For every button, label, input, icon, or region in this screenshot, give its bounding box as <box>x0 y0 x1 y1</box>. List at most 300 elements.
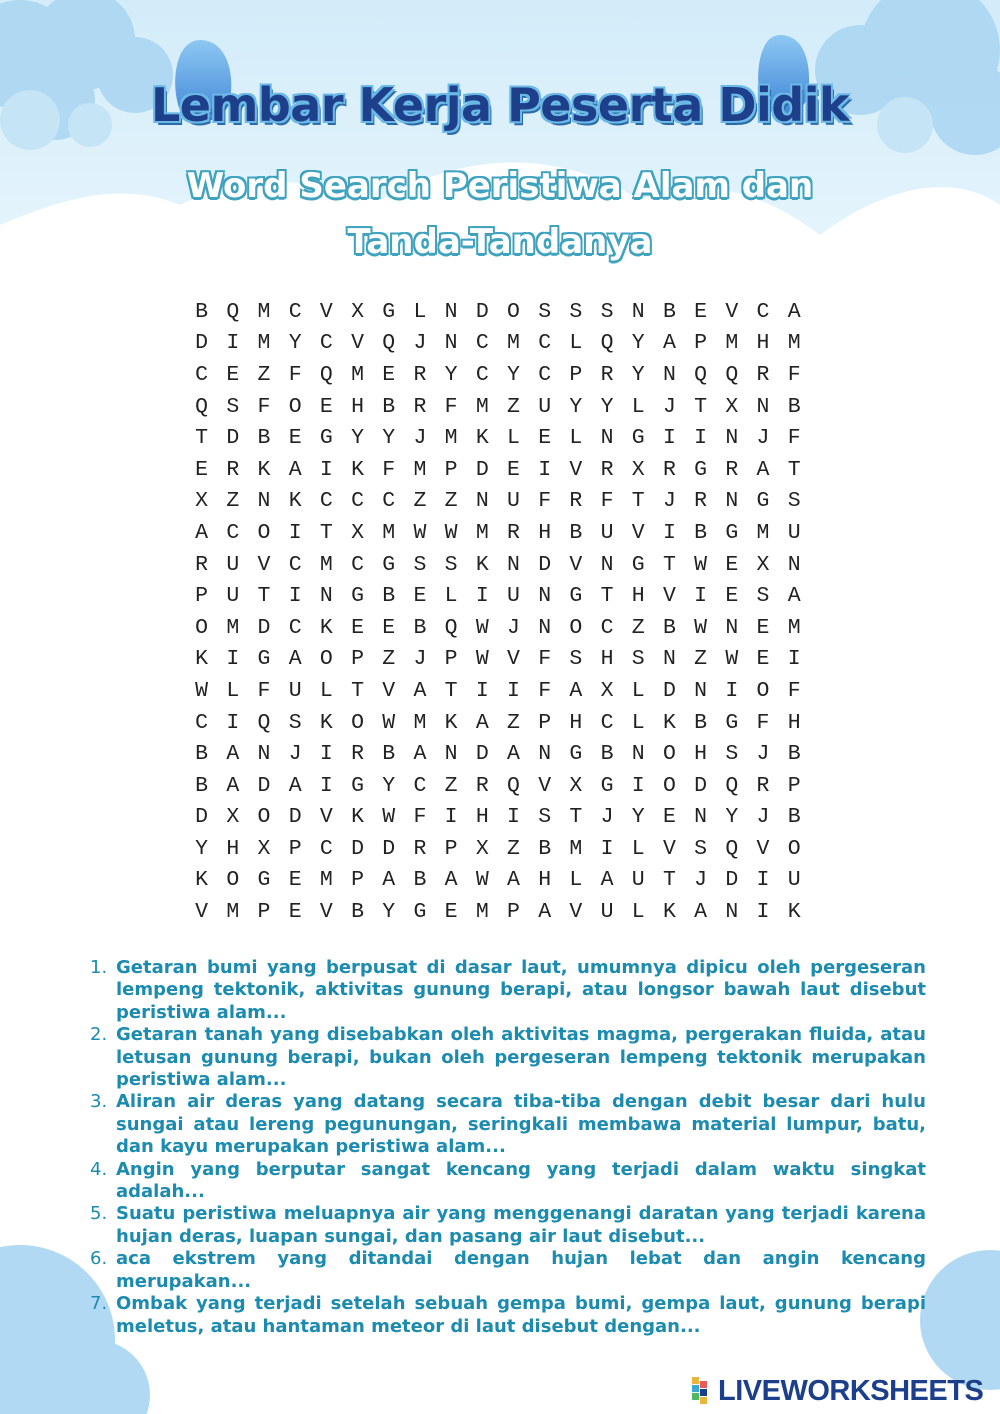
grid-letter[interactable]: R <box>756 362 770 387</box>
grid-letter[interactable]: A <box>288 647 302 672</box>
grid-letter[interactable]: Z <box>694 647 708 672</box>
grid-letter[interactable]: X <box>226 805 240 830</box>
grid-letter[interactable]: K <box>444 710 458 735</box>
grid-letter[interactable]: K <box>288 489 302 514</box>
grid-letter[interactable]: M <box>507 331 520 356</box>
grid-letter[interactable]: T <box>569 805 583 830</box>
grid-letter[interactable]: C <box>600 710 614 735</box>
grid-letter[interactable]: H <box>351 394 364 419</box>
grid-letter[interactable]: X <box>756 552 770 577</box>
grid-letter[interactable]: R <box>507 520 520 545</box>
grid-letter[interactable]: E <box>538 426 552 451</box>
grid-letter[interactable]: N <box>507 552 520 577</box>
grid-letter[interactable]: S <box>444 552 458 577</box>
grid-letter[interactable]: C <box>195 710 209 735</box>
grid-letter[interactable]: C <box>351 489 364 514</box>
grid-letter[interactable]: K <box>662 710 676 735</box>
grid-letter[interactable]: M <box>382 520 396 545</box>
grid-letter[interactable]: F <box>787 678 801 703</box>
grid-letter[interactable]: M <box>413 710 427 735</box>
grid-letter[interactable]: M <box>257 331 271 356</box>
grid-letter[interactable]: A <box>787 584 801 609</box>
grid-letter[interactable]: Y <box>631 331 645 356</box>
grid-letter[interactable]: A <box>662 331 676 356</box>
grid-letter[interactable]: G <box>319 426 333 451</box>
grid-letter[interactable]: A <box>507 868 520 893</box>
grid-letter[interactable]: N <box>319 584 333 609</box>
grid-letter[interactable]: O <box>507 299 520 324</box>
grid-letter[interactable]: I <box>662 520 676 545</box>
grid-letter[interactable]: D <box>725 868 739 893</box>
grid-letter[interactable]: L <box>319 678 333 703</box>
grid-letter[interactable]: I <box>694 426 708 451</box>
grid-letter[interactable]: I <box>787 647 801 672</box>
grid-letter[interactable]: X <box>600 678 614 703</box>
grid-letter[interactable]: D <box>257 615 271 640</box>
grid-letter[interactable]: R <box>569 489 583 514</box>
grid-letter[interactable]: N <box>444 299 458 324</box>
grid-letter[interactable]: K <box>787 900 801 925</box>
grid-letter[interactable]: E <box>725 552 739 577</box>
grid-letter[interactable]: Z <box>382 647 396 672</box>
grid-letter[interactable]: H <box>600 647 614 672</box>
grid-letter[interactable]: F <box>382 457 396 482</box>
grid-letter[interactable]: F <box>538 647 552 672</box>
grid-letter[interactable]: P <box>538 710 552 735</box>
grid-letter[interactable]: C <box>538 362 552 387</box>
grid-letter[interactable]: N <box>600 426 614 451</box>
grid-letter[interactable]: S <box>288 710 302 735</box>
grid-letter[interactable]: N <box>662 362 676 387</box>
grid-letter[interactable]: G <box>257 868 271 893</box>
grid-letter[interactable]: F <box>538 678 552 703</box>
grid-letter[interactable]: K <box>351 457 364 482</box>
grid-letter[interactable]: R <box>756 773 770 798</box>
grid-letter[interactable]: T <box>257 584 271 609</box>
grid-letter[interactable]: U <box>507 584 520 609</box>
grid-letter[interactable]: N <box>725 489 739 514</box>
grid-letter[interactable]: H <box>538 868 552 893</box>
grid-letter[interactable]: L <box>569 331 583 356</box>
grid-letter[interactable]: B <box>413 615 427 640</box>
grid-letter[interactable]: Y <box>382 773 396 798</box>
grid-letter[interactable]: Y <box>631 362 645 387</box>
grid-letter[interactable]: M <box>351 362 364 387</box>
grid-letter[interactable]: C <box>475 331 489 356</box>
grid-letter[interactable]: A <box>288 457 302 482</box>
grid-letter[interactable]: P <box>444 836 458 861</box>
grid-letter[interactable]: I <box>507 805 520 830</box>
grid-letter[interactable]: A <box>538 900 552 925</box>
grid-letter[interactable]: I <box>226 331 240 356</box>
grid-letter[interactable]: R <box>662 457 676 482</box>
grid-letter[interactable]: E <box>226 362 240 387</box>
grid-letter[interactable]: I <box>319 742 333 767</box>
grid-letter[interactable]: M <box>475 900 489 925</box>
grid-letter[interactable]: V <box>631 520 645 545</box>
grid-letter[interactable]: Q <box>444 615 458 640</box>
grid-letter[interactable]: K <box>319 615 333 640</box>
grid-letter[interactable]: X <box>631 457 645 482</box>
grid-letter[interactable]: N <box>444 331 458 356</box>
grid-letter[interactable]: P <box>195 584 209 609</box>
grid-letter[interactable]: R <box>413 394 427 419</box>
grid-letter[interactable]: L <box>631 710 645 735</box>
grid-letter[interactable]: B <box>662 299 676 324</box>
grid-letter[interactable]: I <box>288 520 302 545</box>
grid-letter[interactable]: N <box>475 489 489 514</box>
grid-letter[interactable]: W <box>413 520 427 545</box>
grid-letter[interactable]: E <box>288 900 302 925</box>
grid-letter[interactable]: M <box>475 520 489 545</box>
grid-letter[interactable]: M <box>226 615 240 640</box>
grid-letter[interactable]: F <box>787 362 801 387</box>
grid-letter[interactable]: T <box>600 584 614 609</box>
grid-letter[interactable]: V <box>319 900 333 925</box>
grid-letter[interactable]: R <box>694 489 708 514</box>
grid-letter[interactable]: G <box>569 742 583 767</box>
grid-letter[interactable]: C <box>600 615 614 640</box>
grid-letter[interactable]: N <box>725 615 739 640</box>
grid-letter[interactable]: X <box>569 773 583 798</box>
grid-letter[interactable]: S <box>631 647 645 672</box>
grid-letter[interactable]: N <box>662 647 676 672</box>
grid-letter[interactable]: L <box>444 584 458 609</box>
grid-letter[interactable]: Y <box>631 805 645 830</box>
grid-letter[interactable]: U <box>226 552 240 577</box>
grid-letter[interactable]: R <box>475 773 489 798</box>
grid-letter[interactable]: B <box>787 394 801 419</box>
grid-letter[interactable]: A <box>787 299 801 324</box>
grid-letter[interactable]: Q <box>694 362 708 387</box>
grid-letter[interactable]: L <box>226 678 240 703</box>
grid-letter[interactable]: I <box>475 584 489 609</box>
grid-letter[interactable]: I <box>631 773 645 798</box>
grid-letter[interactable]: U <box>787 868 801 893</box>
grid-letter[interactable]: J <box>413 426 427 451</box>
grid-letter[interactable]: R <box>195 552 209 577</box>
grid-letter[interactable]: Q <box>725 362 739 387</box>
grid-letter[interactable]: K <box>662 900 676 925</box>
grid-letter[interactable]: P <box>257 900 271 925</box>
grid-letter[interactable]: S <box>725 742 739 767</box>
grid-letter[interactable]: F <box>257 678 271 703</box>
grid-letter[interactable]: X <box>475 836 489 861</box>
grid-letter[interactable]: N <box>694 678 708 703</box>
grid-letter[interactable]: O <box>569 615 583 640</box>
grid-letter[interactable]: Z <box>257 362 271 387</box>
grid-letter[interactable]: P <box>694 331 708 356</box>
grid-letter[interactable]: N <box>257 489 271 514</box>
grid-letter[interactable]: U <box>600 900 614 925</box>
grid-letter[interactable]: M <box>475 394 489 419</box>
grid-letter[interactable]: L <box>569 426 583 451</box>
grid-letter[interactable]: N <box>538 615 552 640</box>
grid-letter[interactable]: P <box>787 773 801 798</box>
grid-letter[interactable]: G <box>569 584 583 609</box>
grid-letter[interactable]: A <box>600 868 614 893</box>
grid-letter[interactable]: N <box>600 552 614 577</box>
grid-letter[interactable]: A <box>226 773 240 798</box>
grid-letter[interactable]: D <box>288 805 302 830</box>
grid-letter[interactable]: M <box>413 457 427 482</box>
grid-letter[interactable]: Y <box>600 394 614 419</box>
grid-letter[interactable]: C <box>226 520 240 545</box>
grid-letter[interactable]: R <box>413 836 427 861</box>
grid-letter[interactable]: O <box>351 710 364 735</box>
grid-letter[interactable]: O <box>257 805 271 830</box>
grid-letter[interactable]: K <box>475 552 489 577</box>
grid-letter[interactable]: I <box>507 678 520 703</box>
grid-letter[interactable]: J <box>413 331 427 356</box>
grid-letter[interactable]: B <box>538 836 552 861</box>
grid-letter[interactable]: J <box>756 805 770 830</box>
grid-letter[interactable]: N <box>694 805 708 830</box>
grid-letter[interactable]: K <box>319 710 333 735</box>
grid-letter[interactable]: X <box>351 299 364 324</box>
grid-letter[interactable]: B <box>694 710 708 735</box>
grid-letter[interactable]: L <box>569 868 583 893</box>
grid-letter[interactable]: V <box>569 457 583 482</box>
grid-letter[interactable]: I <box>662 426 676 451</box>
grid-letter[interactable]: F <box>756 710 770 735</box>
grid-letter[interactable]: T <box>444 678 458 703</box>
grid-letter[interactable]: T <box>351 678 364 703</box>
grid-letter[interactable]: D <box>257 773 271 798</box>
grid-letter[interactable]: N <box>444 742 458 767</box>
grid-letter[interactable]: A <box>756 457 770 482</box>
grid-letter[interactable]: E <box>662 805 676 830</box>
grid-letter[interactable]: F <box>413 805 427 830</box>
grid-letter[interactable]: U <box>507 489 520 514</box>
grid-letter[interactable]: C <box>288 615 302 640</box>
grid-letter[interactable]: I <box>600 836 614 861</box>
grid-letter[interactable]: B <box>382 584 396 609</box>
grid-letter[interactable]: A <box>569 678 583 703</box>
grid-letter[interactable]: V <box>257 552 271 577</box>
grid-letter[interactable]: O <box>226 868 240 893</box>
grid-letter[interactable]: S <box>694 836 708 861</box>
grid-letter[interactable]: M <box>756 520 770 545</box>
grid-letter[interactable]: S <box>787 489 801 514</box>
grid-letter[interactable]: O <box>756 678 770 703</box>
grid-letter[interactable]: V <box>319 805 333 830</box>
grid-letter[interactable]: R <box>725 457 739 482</box>
grid-letter[interactable]: G <box>257 647 271 672</box>
grid-letter[interactable]: I <box>756 900 770 925</box>
grid-letter[interactable]: E <box>195 457 209 482</box>
grid-letter[interactable]: Q <box>507 773 520 798</box>
grid-letter[interactable]: I <box>756 868 770 893</box>
grid-letter[interactable]: A <box>288 773 302 798</box>
grid-letter[interactable]: Q <box>319 362 333 387</box>
grid-letter[interactable]: Y <box>569 394 583 419</box>
grid-letter[interactable]: A <box>195 520 209 545</box>
grid-letter[interactable]: F <box>600 489 614 514</box>
grid-letter[interactable]: Y <box>288 331 302 356</box>
grid-letter[interactable]: D <box>351 836 364 861</box>
grid-letter[interactable]: W <box>475 615 489 640</box>
grid-letter[interactable]: T <box>662 868 676 893</box>
grid-letter[interactable]: F <box>787 426 801 451</box>
grid-letter[interactable]: L <box>507 426 520 451</box>
grid-letter[interactable]: E <box>319 394 333 419</box>
grid-letter[interactable]: T <box>319 520 333 545</box>
grid-letter[interactable]: B <box>569 520 583 545</box>
grid-letter[interactable]: E <box>413 584 427 609</box>
grid-letter[interactable]: C <box>319 836 333 861</box>
grid-letter[interactable]: Z <box>507 394 520 419</box>
grid-letter[interactable]: G <box>756 489 770 514</box>
grid-letter[interactable]: Q <box>195 394 209 419</box>
grid-letter[interactable]: Z <box>631 615 645 640</box>
grid-letter[interactable]: S <box>538 299 552 324</box>
grid-letter[interactable]: T <box>662 552 676 577</box>
grid-letter[interactable]: V <box>507 647 520 672</box>
grid-letter[interactable]: G <box>725 710 739 735</box>
grid-letter[interactable]: E <box>756 615 770 640</box>
grid-letter[interactable]: Z <box>507 836 520 861</box>
grid-letter[interactable]: P <box>569 362 583 387</box>
grid-letter[interactable]: R <box>600 457 614 482</box>
grid-letter[interactable]: L <box>631 900 645 925</box>
grid-letter[interactable]: W <box>475 647 489 672</box>
grid-letter[interactable]: D <box>195 331 209 356</box>
grid-letter[interactable]: A <box>413 678 427 703</box>
grid-letter[interactable]: Y <box>382 426 396 451</box>
grid-letter[interactable]: B <box>787 805 801 830</box>
grid-letter[interactable]: M <box>725 331 739 356</box>
grid-letter[interactable]: E <box>507 457 520 482</box>
grid-letter[interactable]: A <box>475 710 489 735</box>
grid-letter[interactable]: H <box>756 331 770 356</box>
grid-letter[interactable]: U <box>288 678 302 703</box>
grid-letter[interactable]: J <box>756 426 770 451</box>
grid-letter[interactable]: P <box>288 836 302 861</box>
grid-letter[interactable]: N <box>725 426 739 451</box>
grid-letter[interactable]: I <box>226 710 240 735</box>
grid-letter[interactable]: Q <box>257 710 271 735</box>
grid-letter[interactable]: C <box>288 552 302 577</box>
grid-letter[interactable]: B <box>787 742 801 767</box>
grid-letter[interactable]: Q <box>382 331 396 356</box>
grid-letter[interactable]: I <box>319 457 333 482</box>
grid-letter[interactable]: B <box>257 426 271 451</box>
grid-letter[interactable]: K <box>195 868 209 893</box>
grid-letter[interactable]: V <box>351 331 364 356</box>
grid-letter[interactable]: B <box>694 520 708 545</box>
grid-letter[interactable]: H <box>631 584 645 609</box>
grid-letter[interactable]: S <box>756 584 770 609</box>
grid-letter[interactable]: G <box>694 457 708 482</box>
grid-letter[interactable]: Y <box>444 362 458 387</box>
grid-letter[interactable]: S <box>538 805 552 830</box>
grid-letter[interactable]: A <box>507 742 520 767</box>
grid-letter[interactable]: C <box>195 362 209 387</box>
grid-letter[interactable]: R <box>600 362 614 387</box>
grid-letter[interactable]: G <box>351 773 364 798</box>
grid-letter[interactable]: W <box>694 552 708 577</box>
grid-letter[interactable]: J <box>756 742 770 767</box>
grid-letter[interactable]: L <box>631 394 645 419</box>
grid-letter[interactable]: Q <box>725 773 739 798</box>
grid-letter[interactable]: B <box>600 742 614 767</box>
grid-letter[interactable]: W <box>444 520 458 545</box>
grid-letter[interactable]: B <box>382 394 396 419</box>
grid-letter[interactable]: E <box>756 647 770 672</box>
grid-letter[interactable]: J <box>507 615 520 640</box>
grid-letter[interactable]: N <box>725 900 739 925</box>
grid-letter[interactable]: J <box>288 742 302 767</box>
grid-letter[interactable]: H <box>694 742 708 767</box>
grid-letter[interactable]: Z <box>226 489 240 514</box>
grid-letter[interactable]: X <box>195 489 209 514</box>
grid-letter[interactable]: D <box>195 805 209 830</box>
grid-letter[interactable]: V <box>538 773 552 798</box>
grid-letter[interactable]: D <box>475 742 489 767</box>
grid-letter[interactable]: I <box>288 584 302 609</box>
grid-letter[interactable]: Y <box>725 805 739 830</box>
grid-letter[interactable]: W <box>475 868 489 893</box>
grid-letter[interactable]: G <box>600 773 614 798</box>
grid-letter[interactable]: H <box>538 520 552 545</box>
grid-letter[interactable]: C <box>382 489 396 514</box>
grid-letter[interactable]: M <box>226 900 240 925</box>
grid-letter[interactable]: C <box>288 299 302 324</box>
grid-letter[interactable]: A <box>413 742 427 767</box>
grid-letter[interactable]: S <box>600 299 614 324</box>
grid-letter[interactable]: Q <box>226 299 240 324</box>
grid-letter[interactable]: S <box>569 299 583 324</box>
grid-letter[interactable]: N <box>787 552 801 577</box>
grid-letter[interactable]: R <box>351 742 364 767</box>
grid-letter[interactable]: U <box>787 520 801 545</box>
grid-letter[interactable]: V <box>569 552 583 577</box>
grid-letter[interactable]: B <box>351 900 364 925</box>
grid-letter[interactable]: B <box>195 773 209 798</box>
grid-letter[interactable]: O <box>257 520 271 545</box>
grid-letter[interactable]: V <box>195 900 209 925</box>
grid-letter[interactable]: P <box>351 868 364 893</box>
grid-letter[interactable]: E <box>382 362 396 387</box>
grid-letter[interactable]: I <box>226 647 240 672</box>
grid-letter[interactable]: L <box>413 299 427 324</box>
grid-letter[interactable]: V <box>569 900 583 925</box>
grid-letter[interactable]: B <box>382 742 396 767</box>
grid-letter[interactable]: V <box>662 836 676 861</box>
grid-letter[interactable]: C <box>475 362 489 387</box>
grid-letter[interactable]: C <box>319 489 333 514</box>
grid-letter[interactable]: Y <box>195 836 209 861</box>
grid-letter[interactable]: N <box>631 742 645 767</box>
grid-letter[interactable]: Z <box>444 489 458 514</box>
grid-letter[interactable]: I <box>538 457 552 482</box>
grid-letter[interactable]: U <box>631 868 645 893</box>
grid-letter[interactable]: M <box>257 299 271 324</box>
grid-letter[interactable]: Z <box>507 710 520 735</box>
grid-letter[interactable]: D <box>538 552 552 577</box>
grid-letter[interactable]: B <box>195 299 209 324</box>
grid-letter[interactable]: M <box>569 836 583 861</box>
grid-letter[interactable]: T <box>195 426 209 451</box>
grid-letter[interactable]: D <box>475 299 489 324</box>
grid-letter[interactable]: P <box>351 647 364 672</box>
grid-letter[interactable]: A <box>382 868 396 893</box>
grid-letter[interactable]: P <box>507 900 520 925</box>
grid-letter[interactable]: I <box>694 584 708 609</box>
grid-letter[interactable]: E <box>351 615 364 640</box>
grid-letter[interactable]: H <box>475 805 489 830</box>
